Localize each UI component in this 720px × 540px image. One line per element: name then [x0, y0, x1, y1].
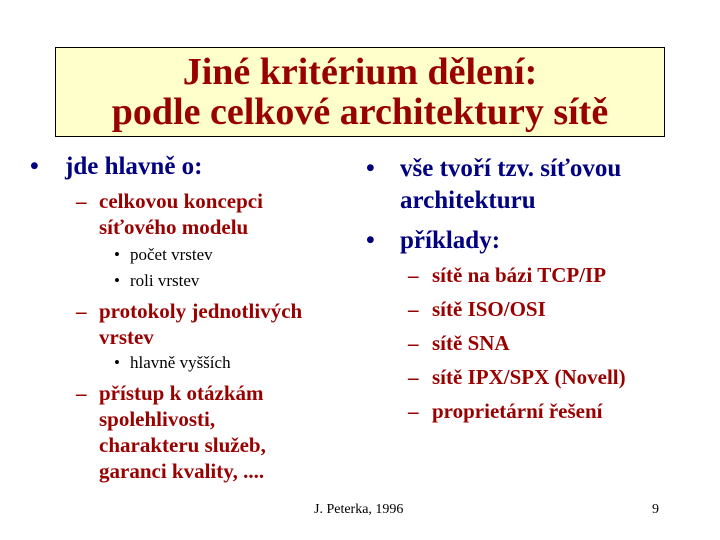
dash-symbol: –: [408, 263, 419, 287]
list-item-text: hlavně vyšších: [130, 353, 231, 372]
bullet-text: jde hlavně o:: [65, 153, 203, 180]
example-item: [360, 364, 720, 398]
sub-bullet-line: garanci kvality, ....: [99, 459, 265, 483]
example-text: proprietární řešení: [432, 399, 603, 423]
dash-symbol: –: [76, 299, 87, 323]
dash-symbol: –: [408, 331, 419, 355]
dash-symbol: –: [408, 399, 419, 423]
example-text: sítě SNA: [432, 331, 510, 355]
sub-bullet-line: charakteru služeb,: [99, 433, 266, 457]
bullet-symbol: •: [114, 271, 120, 290]
sub-bullet-concept: [0, 188, 360, 240]
sub-bullet-line: celkovou koncepci: [99, 189, 263, 213]
bullet-symbol: •: [114, 353, 120, 372]
bullet-symbol: •: [114, 245, 120, 264]
example-item: [360, 398, 720, 432]
list-item: [0, 350, 360, 376]
left-column: [0, 152, 360, 484]
bullet-symbol: •: [30, 153, 39, 180]
sub-bullet-line: přístup k otázkám: [99, 381, 264, 405]
bullet-symbol: •: [366, 155, 375, 182]
sub-bullet-line: protokoly jednotlivých: [99, 299, 303, 323]
bullet-main-topics: [0, 152, 360, 188]
example-item: [360, 296, 720, 330]
list-item: [0, 242, 360, 268]
sub-bullet-line: síťového modelu: [99, 215, 249, 239]
dash-symbol: –: [408, 365, 419, 389]
bullet-text: vše tvoří tzv. síťovou: [400, 155, 622, 182]
sub-bullet-approach: [0, 380, 360, 484]
dash-symbol: –: [76, 189, 87, 213]
sub-bullet-protocols: [0, 298, 360, 350]
sub-bullet-line: spolehlivosti,: [99, 407, 216, 431]
list-item: [0, 268, 360, 294]
bullet-text: architekturu: [400, 187, 536, 214]
page-number: 9: [652, 502, 659, 517]
example-text: sítě IPX/SPX (Novell): [432, 365, 626, 389]
list-item-text: počet vrstev: [130, 245, 213, 264]
dash-symbol: –: [76, 381, 87, 405]
slide-title-line-1: Jiné kritérium dělení:: [182, 51, 538, 93]
example-text: sítě na bázi TCP/IP: [432, 263, 607, 287]
bullet-symbol: •: [366, 227, 375, 254]
slide-title-line-2: podle celkové architektury sítě: [111, 91, 609, 133]
bullet-architecture: [360, 152, 720, 224]
bullet-examples: [360, 224, 720, 262]
dash-symbol: –: [408, 297, 419, 321]
slide-title-box: [55, 47, 665, 137]
bullet-text: příklady:: [400, 227, 501, 254]
right-column: [360, 152, 720, 432]
example-item: [360, 262, 720, 296]
list-item-text: roli vrstev: [130, 271, 200, 290]
example-item: [360, 330, 720, 364]
sub-bullet-line: vrstev: [99, 325, 154, 349]
footer-author: J. Peterka, 1996: [314, 502, 404, 517]
example-text: sítě ISO/OSI: [432, 297, 546, 321]
